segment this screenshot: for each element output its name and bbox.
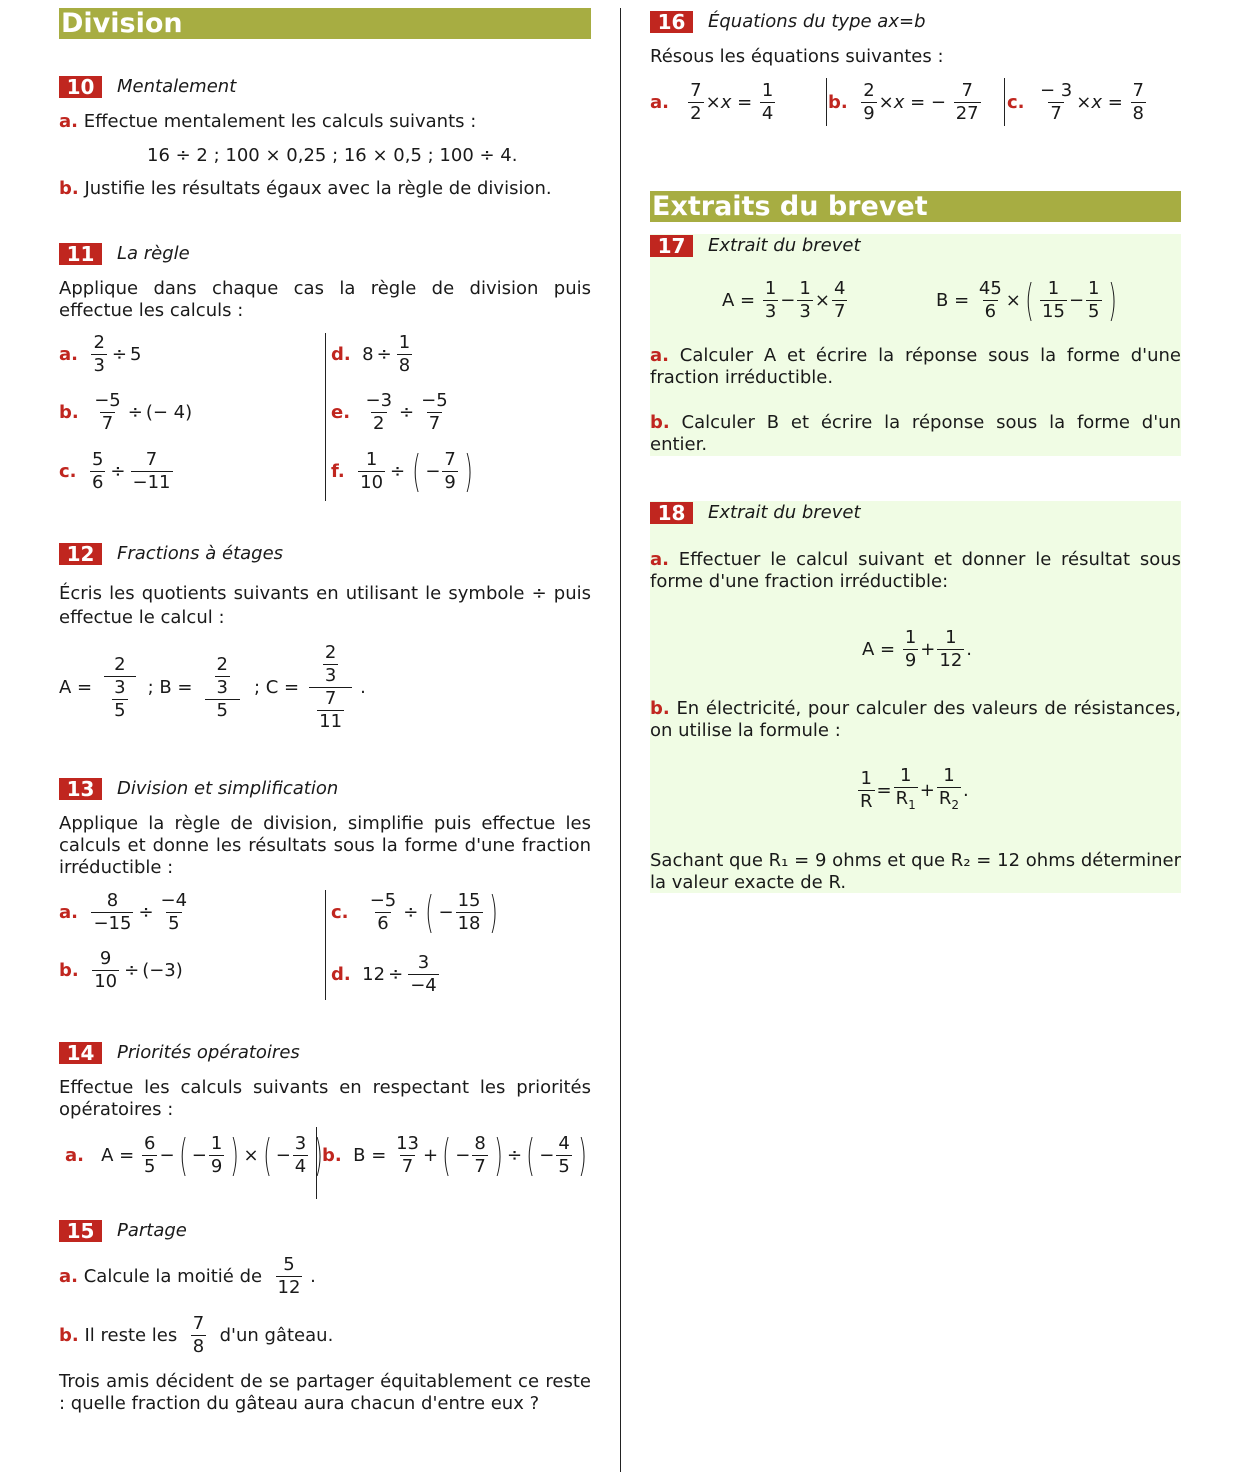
item-text: Il reste les [84,1324,178,1346]
item-label: c. [59,460,77,482]
exercise-title: Division et simplification [117,778,339,799]
column-divider [826,78,827,126]
item-label: c. [331,901,349,923]
item-a: a. A = 6 5 − ( − 1 9 ) × ( − 3 4 ) [65,1129,324,1181]
item-b: b. Il reste les 7 8 d'un gâteau. [59,1313,334,1357]
item-text: Calcule la moitié de [83,1265,263,1287]
exercise-number: 12 [59,543,102,565]
item-d: d. 8 ÷ $\frac{1}{8}$ [331,332,411,376]
column-divider [325,890,326,1000]
item-text: Effectue mentalement les calculs suivants : [83,111,477,132]
item-label: a. [59,901,78,923]
exercise-text: Trois amis décident de se partager équitablement ce reste : quelle fraction du gâteau aura chacun d'entre eux ? [59,1371,591,1414]
item-label: a. [650,91,669,113]
item-label: f. [331,460,345,482]
exercise-title: Extrait du brevet [708,235,861,256]
section-banner-division: Division [59,8,591,39]
item-label: b. [59,401,79,423]
item-b [650,698,1181,742]
exercise-15 [59,1219,591,1414]
exercise-title: Fractions à étages [117,543,284,564]
item-label: c. [1007,91,1025,113]
label-A: A = [59,676,93,698]
exercise-title: Extrait du brevet [708,502,861,523]
column-divider [1004,78,1005,126]
exercise-text: Résous les équations suivantes : [650,46,944,67]
item-label: b. [650,698,670,719]
item-label: b. [828,91,848,113]
equation-a: a. 7 2 × x = 1 4 [650,80,774,124]
exercise-17 [650,234,1181,456]
exercise-number: 18 [650,502,693,524]
exercise-title: Partage [117,1220,187,1241]
exercise-title: La règle [117,243,190,264]
exercise-number: 13 [59,778,102,800]
exercise-number: 11 [59,243,102,265]
exercise-text: Écris les quotients suivants en utilisant le symbole ÷ puis effectue le calcul : [59,583,591,628]
item-label: a. [650,549,669,570]
item-label: a. [59,343,78,365]
item-label: b. [59,959,79,981]
item-b: b. $\frac{9}{10}$ ÷ (−3) [59,948,183,992]
item-b: b. $\frac{-5}{7}$ ÷ (− 4) [59,390,193,434]
exercise-title: Priorités opératoires [117,1042,300,1063]
exercise-10 [59,75,591,199]
exercise-12 [59,542,591,732]
expression-B: B = 45 6 × ( 1 15 − 1 5 ) [936,274,1117,326]
final-text: Sachant que R₁ = 9 ohms et que R₂ = 12 ohms déterminer la valeur exacte de R. [650,850,1181,893]
item-label: b. [650,412,670,433]
item-label: d. [331,963,351,985]
item-label: a. [59,111,78,132]
exercise-16 [650,10,1181,124]
expression-A: A = 1 9 + 1 12 . [862,627,973,671]
exercise-14 [59,1041,591,1181]
item-text: Effectuer le calcul suivant et donner le résultat sous forme d'une fraction irréductible: [650,549,1181,592]
exercise-text: Applique dans chaque cas la règle de division puis effectue les calculs : [59,278,591,321]
item-d: d. 12 ÷ $\frac{3}{-4}$ [331,952,437,996]
exercise-number: 14 [59,1042,102,1064]
label-B: ; B = [147,676,193,698]
exercise-number: 17 [650,235,693,257]
item-text: Calculer B et écrire la réponse sous la forme d'un entier. [650,412,1181,455]
item-c: c. $\frac{5}{6}$ ÷ $\frac{7}{-11}$ [59,449,171,493]
item-label: a. [59,1265,78,1287]
item-text: Calculer A et écrire la réponse sous la forme d'une fraction irréductible. [650,345,1181,388]
exercise-text: Effectue les calculs suivants en respectant les priorités opératoires : [59,1077,591,1120]
exercise-18 [650,501,1181,893]
column-divider [325,333,326,501]
item-text: d'un gâteau. [219,1324,334,1346]
item-label: b. [59,1324,79,1346]
item-label: b. [322,1144,342,1166]
exercise-number: 10 [59,76,102,98]
item-label: b. [59,178,79,199]
item-a: a. $\frac{2}{3}$ ÷ 5 [59,332,142,376]
resistance-formula: 1 R = 1 $R_1$ + 1 $R_2$ . [856,765,969,816]
item-text: Justifie les résultats égaux avec la règle de division. [84,178,552,199]
item-label: d. [331,343,351,365]
item-c: c. $\frac{-5}{6}$ ÷ ( − 15 18 ) [331,886,498,938]
calc-line: 16 ÷ 2 ; 100 × 0,25 ; 16 × 0,5 ; 100 ÷ 4. [147,145,518,166]
exercise-11 [59,242,591,497]
exercise-text: Applique la règle de division, simplifie puis effectue les calculs et donne les résultats sous la forme d'une fraction irréductible : [59,813,591,878]
item-e: e. $\frac{-3}{2}$ ÷ $\frac{-5}{7}$ [331,390,448,434]
item-b: b. B = 13 7 + ( − 8 7 ) ÷ ( − 4 5 ) [322,1129,587,1181]
item-a: a. $\frac{8}{-15}$ ÷ $\frac{-4}{5}$ [59,890,188,934]
item-label: e. [331,401,351,423]
equation-b: b. 2 9 × x = − 7 27 [828,80,979,124]
stacked-fractions: A = $\frac{2}{\frac{3}{5}}$ ; B = $\frac{\frac{2}{3}}{5}$ ; C = $\frac{\frac{2}{3}}{\frac{7}{11}}$ . [59,642,366,732]
exercise-title: Équations du type ax=b [708,11,926,32]
item-a: a. Calcule la moitié de 5 12 . [59,1254,316,1298]
exercise-13 [59,777,591,996]
equation-c: c. − 3 7 × x = 7 8 [1007,80,1144,124]
item-text: En électricité, pour calculer des valeurs de résistances, on utilise la formule : [650,698,1181,741]
column-separator [620,8,621,1472]
exercise-number: 16 [650,11,693,33]
expression-A: A = 1 3 − 1 3 × 4 7 [722,278,846,322]
item-a [650,549,1181,593]
item-label: a. [650,345,669,366]
item-a [650,345,1181,389]
exercise-title: Mentalement [117,76,237,97]
exercise-number: 15 [59,1220,102,1242]
item-f: f. $\frac{1}{10}$ ÷ ( − 7 9 ) [331,445,473,497]
item-b [650,412,1181,456]
item-label: a. [65,1144,84,1166]
section-banner-brevet: Extraits du brevet [650,191,1181,222]
label-C: ; C = [253,676,300,698]
